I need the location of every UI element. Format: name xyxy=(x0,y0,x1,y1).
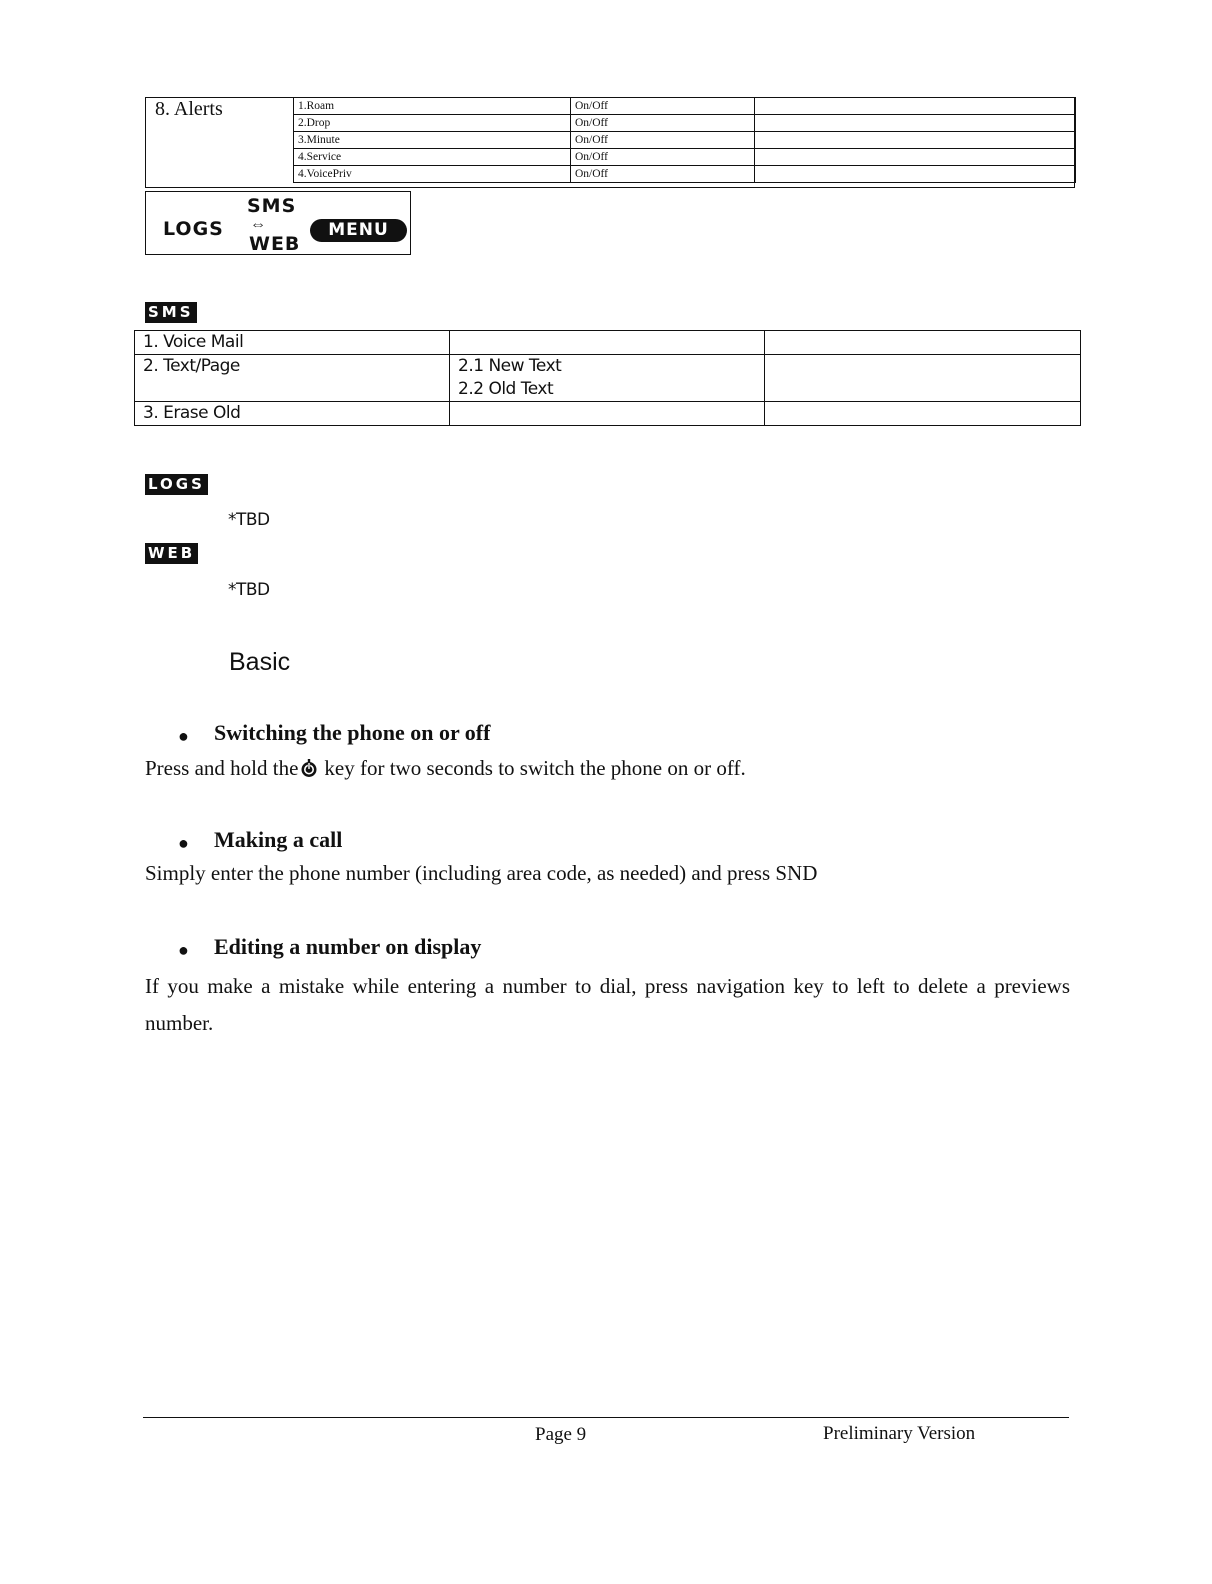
alert-extra xyxy=(755,166,1076,183)
page-number: Page 9 xyxy=(535,1424,587,1445)
logs-section-heading: LOGS xyxy=(145,474,208,495)
web-section-heading: WEB xyxy=(145,543,198,564)
sms-submenu-cell xyxy=(450,331,765,355)
alert-value: On/Off xyxy=(571,115,755,132)
sms-extra-cell xyxy=(765,355,1081,402)
sms-menu-table xyxy=(134,330,1081,426)
alert-extra xyxy=(755,98,1076,115)
lcd-sms-label: SMS xyxy=(247,195,297,217)
alert-value: On/Off xyxy=(571,132,755,149)
footer-divider xyxy=(143,1417,1069,1418)
alert-item: 2.Drop xyxy=(294,115,571,132)
table-row xyxy=(294,98,1076,115)
alert-value: On/Off xyxy=(571,98,755,115)
sms-submenu-cell xyxy=(450,402,765,426)
alert-extra xyxy=(755,132,1076,149)
editing-paragraph: If you make a mistake while entering a number to dial, press navigation key to left to delete a previews number. xyxy=(145,974,1070,1035)
sms-section-heading: SMS xyxy=(145,302,197,323)
table-row xyxy=(135,331,1081,355)
power-key-icon xyxy=(300,758,318,778)
alert-item: 3.Minute xyxy=(294,132,571,149)
sms-menu-item: 1. Voice Mail xyxy=(135,331,450,355)
basic-heading: Basic xyxy=(229,648,291,676)
lcd-menu-softkey: MENU xyxy=(310,219,407,242)
sms-extra-cell xyxy=(765,331,1081,355)
table-row xyxy=(294,115,1076,132)
navigation-arrow-icon: ⇔ xyxy=(250,216,266,233)
making-call-heading: Making a call xyxy=(214,827,343,852)
logs-tbd-note: *TBD xyxy=(228,510,270,530)
alert-item: 4.VoicePriv xyxy=(294,166,571,183)
alert-extra xyxy=(755,149,1076,166)
alert-value: On/Off xyxy=(571,166,755,183)
alert-item: 4.Service xyxy=(294,149,571,166)
bullet-icon: ● xyxy=(178,726,189,746)
table-row xyxy=(294,166,1076,183)
sms-menu-item: 2. Text/Page xyxy=(135,355,450,402)
alert-extra xyxy=(755,115,1076,132)
alerts-options-grid xyxy=(293,97,1076,183)
switching-heading: Switching the phone on or off xyxy=(214,720,491,745)
table-row xyxy=(135,355,1081,402)
bullet-icon: ● xyxy=(178,833,189,853)
making-call-paragraph: Simply enter the phone number (including area code, as needed) and press SND xyxy=(145,861,818,885)
editing-heading: Editing a number on display xyxy=(214,934,482,959)
web-tbd-note: *TBD xyxy=(228,580,270,600)
lcd-logs-label: LOGS xyxy=(163,218,224,240)
table-row xyxy=(135,402,1081,426)
alert-value: On/Off xyxy=(571,149,755,166)
sms-submenu-cell xyxy=(450,355,765,402)
sms-menu-item: 3. Erase Old xyxy=(135,402,450,426)
lcd-web-label: WEB xyxy=(249,233,301,255)
table-row xyxy=(294,132,1076,149)
sms-submenu-item: 2.1 New Text xyxy=(458,356,562,376)
alert-item: 1.Roam xyxy=(294,98,571,115)
switching-text-before: Press and hold the xyxy=(145,756,299,780)
switching-paragraph xyxy=(145,756,746,781)
bullet-icon: ● xyxy=(178,940,189,960)
version-label: Preliminary Version xyxy=(823,1423,976,1444)
sms-extra-cell xyxy=(765,402,1081,426)
alerts-label: 8. Alerts xyxy=(155,98,223,120)
table-row xyxy=(294,149,1076,166)
sms-submenu-item: 2.2 Old Text xyxy=(458,379,554,399)
switching-text-after: key for two seconds to switch the phone on or off. xyxy=(324,756,746,780)
